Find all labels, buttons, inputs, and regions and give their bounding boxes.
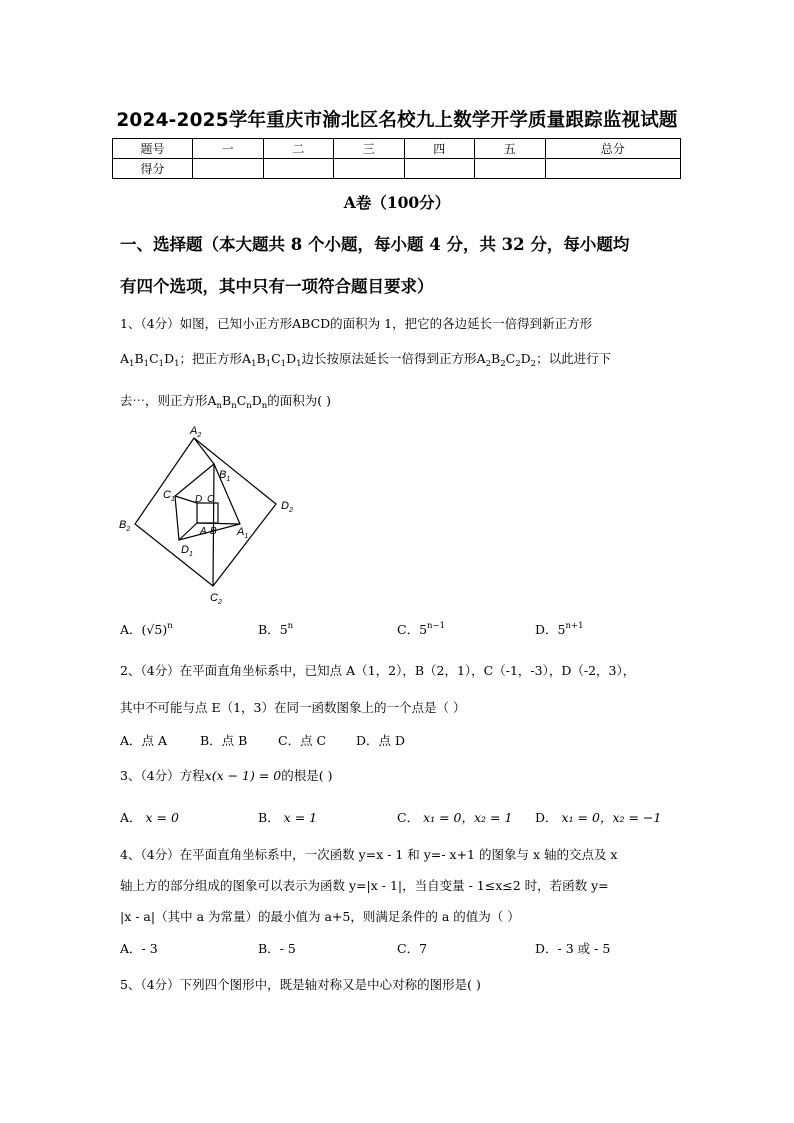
section-heading-line1: 一、选择题（本大题共 8 个小题，每小题 4 分，共 32 分，每小题均 bbox=[120, 235, 630, 254]
q3-line1: 3、（4分）方程x(x − 1) = 0的根是( ) bbox=[120, 768, 333, 783]
q1-squares-figure bbox=[115, 420, 305, 610]
label-d: D bbox=[195, 494, 203, 505]
score-table-header-row bbox=[113, 139, 681, 159]
q2-option-a[interactable]: A．点 A bbox=[120, 733, 168, 748]
q2-line1: 2、（4分）在平面直角坐标系中，已知点 A（1，2），B（2，1），C（-1，-3），D（-2，3）， bbox=[120, 663, 636, 678]
label-c: C bbox=[207, 494, 215, 505]
table-cell bbox=[475, 159, 546, 179]
q1-option-c[interactable]: C．$5^{n-1}$ bbox=[397, 621, 446, 637]
q3-option-c[interactable]: C． x₁ = 0，x₂ = 1 bbox=[397, 810, 513, 825]
section-a-heading: A卷（100分） bbox=[343, 193, 451, 212]
q1-square-a1b1c1d1: $A_1B_1C_1D_1$ bbox=[120, 351, 180, 369]
q2-line2: 其中不可能与点 E（1，3）在同一函数图象上的一个点是（ ） bbox=[120, 700, 466, 715]
exam-title: 2024-2025学年重庆市渝北区名校九上数学开学质量跟踪监视试题 bbox=[116, 110, 678, 131]
q1-option-b[interactable]: B．5$^n$ bbox=[258, 621, 294, 637]
table-cell bbox=[334, 159, 405, 179]
q1-option-a[interactable]: A．$(√5)^n$ bbox=[120, 621, 173, 637]
label-d1: $D_1$ bbox=[181, 544, 193, 558]
table-cell bbox=[404, 159, 475, 179]
q4-option-d[interactable]: D．- 3 或 - 5 bbox=[535, 941, 611, 956]
q1-line1: 1、（4分）如图，已知小正方形ABCD的面积为 1，把它的各边延长一倍得到新正方形 bbox=[120, 316, 593, 331]
table-cell: 得分 bbox=[113, 159, 193, 179]
q2-option-c[interactable]: C．点 C bbox=[278, 733, 327, 748]
q4-option-c[interactable]: C．7 bbox=[397, 941, 428, 956]
table-cell: 四 bbox=[404, 139, 475, 159]
label-c1: $C_1$ bbox=[163, 489, 175, 503]
q1-option-d[interactable]: D．$5^{n+1}$ bbox=[535, 621, 584, 637]
q1-square-a2b2c2d2: $A_2B_2C_2D_2$ bbox=[476, 351, 537, 369]
q3-option-b[interactable]: B． x = 1 bbox=[258, 810, 318, 825]
q2-option-d[interactable]: D．点 D bbox=[356, 733, 406, 748]
label-a1: $A_1$ bbox=[237, 526, 249, 540]
score-table-score-row bbox=[113, 159, 681, 179]
label-b: B bbox=[210, 526, 217, 537]
table-cell: 题号 bbox=[113, 139, 193, 159]
q3-option-d[interactable]: D． x₁ = 0，x₂ = −1 bbox=[535, 810, 662, 825]
q1-square-a1b1c1d1-ref: $A_1B_1C_1D_1$ bbox=[242, 351, 302, 369]
q3-equation: x(x − 1) = 0 bbox=[204, 768, 282, 783]
label-a: A bbox=[200, 526, 207, 537]
label-c2: $C_2$ bbox=[210, 592, 222, 606]
label-a2: $A_2$ bbox=[190, 425, 202, 439]
q3-option-a[interactable]: A． x = 0 bbox=[120, 810, 179, 825]
q4-option-b[interactable]: B．- 5 bbox=[258, 941, 296, 956]
label-b2: $B_2$ bbox=[119, 519, 131, 533]
q5-line1: 5、（4分）下列四个图形中，既是轴对称又是中心对称的图形是( ) bbox=[120, 977, 481, 992]
score-table bbox=[112, 138, 681, 179]
table-cell bbox=[193, 159, 264, 179]
q4-line1: 4、（4分）在平面直角坐标系中，一次函数 y=x - 1 和 y=- x+1 的图象与 x 轴的交点及 x bbox=[120, 847, 618, 862]
q4-option-a[interactable]: A．- 3 bbox=[120, 941, 158, 956]
q1-line2: $A_1B_1C_1D_1$；把正方形$A_1B_1C_1D_1$边长按原法延长一倍得到正方形$A_2B_2C_2D_2$；以此进行下 bbox=[120, 351, 612, 369]
table-cell: 二 bbox=[263, 139, 334, 159]
table-cell: 五 bbox=[475, 139, 546, 159]
q1-line3: 去⋯，则正方形$A_nB_nC_nD_n$的面积为( ) bbox=[120, 393, 332, 411]
q2-option-b[interactable]: B．点 B bbox=[200, 733, 248, 748]
table-cell: 一 bbox=[193, 139, 264, 159]
q4-line3: |x - a|（其中 a 为常量）的最小值为 a+5，则满足条件的 a 的值为（ ） bbox=[120, 909, 520, 924]
table-cell: 总分 bbox=[545, 139, 681, 159]
label-b1: $B_1$ bbox=[219, 469, 231, 483]
table-cell bbox=[545, 159, 681, 179]
table-cell: 三 bbox=[334, 139, 405, 159]
q4-line2: 轴上方的部分组成的图象可以表示为函数 y=|x - 1|，当自变量 - 1≤x≤2 时，若函数 y= bbox=[120, 878, 609, 893]
square-a2b2c2d2 bbox=[135, 438, 276, 586]
square-abcd bbox=[197, 503, 218, 523]
label-d2: $D_2$ bbox=[281, 500, 293, 514]
section-heading-line2: 有四个选项，其中只有一项符合题目要求） bbox=[120, 277, 434, 296]
q1-square-anbncndn: $A_nB_nC_nD_n$ bbox=[207, 393, 268, 411]
table-cell bbox=[263, 159, 334, 179]
